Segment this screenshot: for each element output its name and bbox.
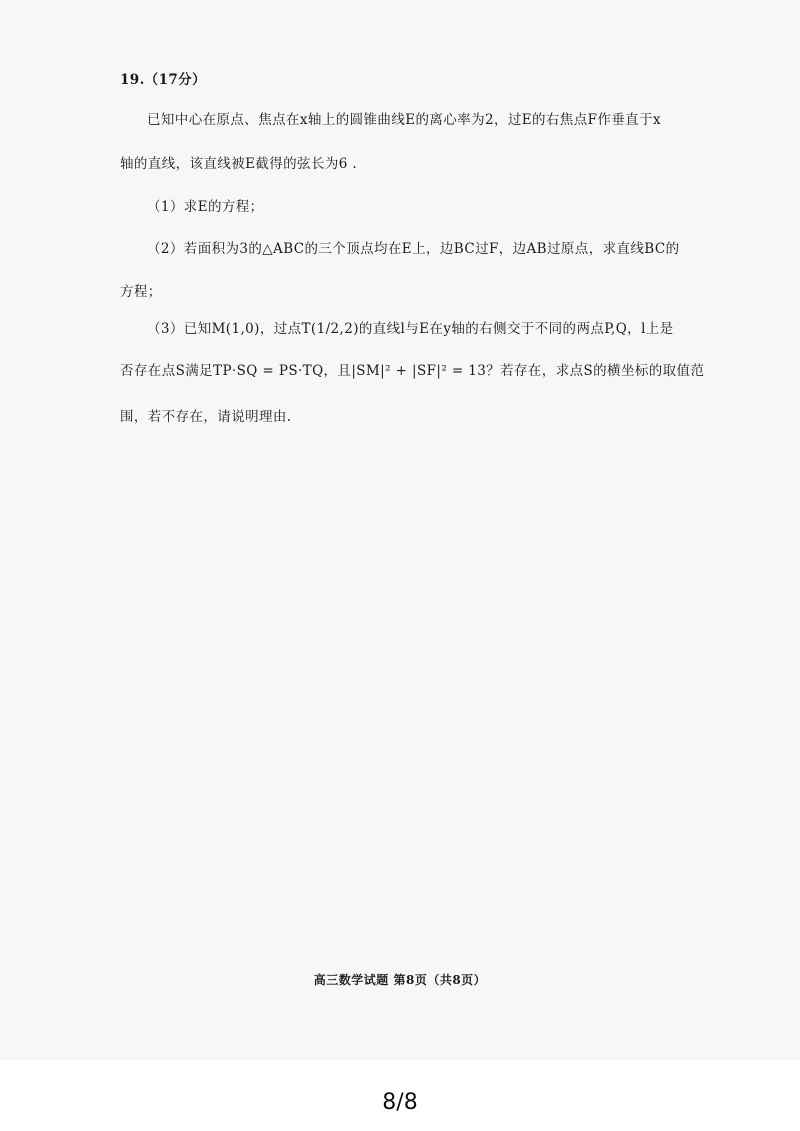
sub-question-3: （3）已知M(1,0)，过点T(1/2,2)的直线l与E在y轴的右侧交于不同的两点P,Q，l上是: [147, 321, 674, 337]
sub-question-2: （2）若面积为3的△ABC的三个顶点均在E上，边BC过F，边AB过原点，求直线BC的: [147, 241, 680, 257]
question-number: 19.（17分）: [120, 72, 206, 88]
page-indicator: 8/8: [382, 1090, 418, 1115]
question-text-line: 轴的直线，该直线被E截得的弦长为6 .: [120, 156, 358, 172]
sub-question-1: （1）求E的方程；: [147, 199, 264, 215]
sub-question-3-end: 围，若不存在，请说明理由.: [120, 409, 292, 425]
page-footer: 高三数学试题 第8页（共8页）: [313, 973, 487, 987]
sub-question-3-cont: 否存在点S满足TP·SQ = PS·TQ，且|SM|² + |SF|² = 13？若存在，求点S的横坐标的取值范: [120, 363, 705, 379]
sub-question-2-cont: 方程；: [120, 284, 162, 300]
question-text-line: 已知中心在原点、焦点在x轴上的圆锥曲线E的离心率为2，过E的右焦点F作垂直于x: [147, 112, 661, 128]
